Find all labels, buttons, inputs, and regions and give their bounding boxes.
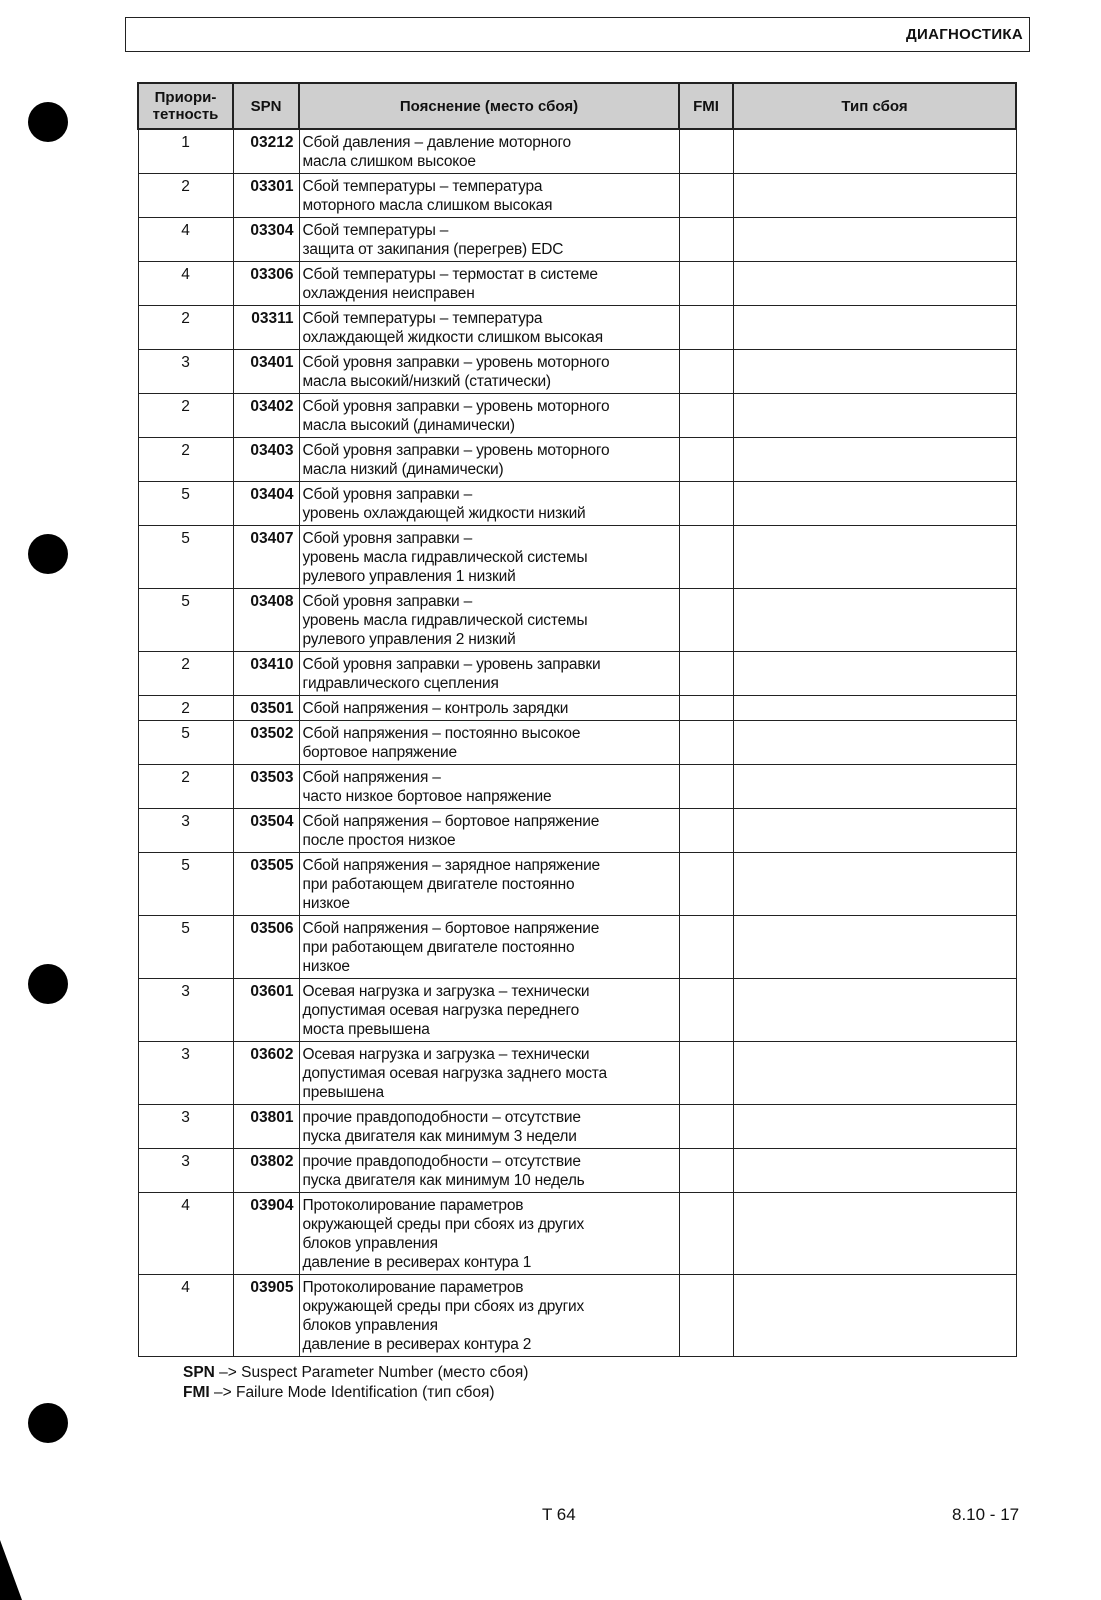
spn-cell: 03301	[233, 174, 299, 218]
table-row	[138, 1149, 1016, 1193]
fmi-cell	[679, 721, 733, 765]
fmi-cell	[679, 438, 733, 482]
priority-cell: 4	[138, 262, 233, 306]
fmi-cell	[679, 765, 733, 809]
priority-cell: 2	[138, 306, 233, 350]
fault-type-cell	[733, 1105, 1016, 1149]
spn-cell: 03408	[233, 589, 299, 652]
table-row	[138, 262, 1016, 306]
priority-cell: 3	[138, 1105, 233, 1149]
spn-cell: 03404	[233, 482, 299, 526]
legend-fmi-abbr: FMI	[183, 1384, 210, 1401]
description-cell: Сбой уровня заправки – уровень заправки гидравлического сцепления	[299, 652, 679, 696]
col-spn: SPN	[233, 83, 299, 129]
fault-type-cell	[733, 262, 1016, 306]
legend-fmi	[183, 1383, 1015, 1403]
fault-type-cell	[733, 979, 1016, 1042]
fault-type-cell	[733, 1042, 1016, 1105]
table-row	[138, 652, 1016, 696]
spn-cell: 03504	[233, 809, 299, 853]
diagnostic-table	[137, 82, 1017, 1357]
table-row	[138, 306, 1016, 350]
description-cell: Сбой уровня заправки – уровень масла гидравлической системы рулевого управления 1 низкий	[299, 526, 679, 589]
description-cell: Сбой температуры – температура охлаждающей жидкости слишком высокая	[299, 306, 679, 350]
fault-type-cell	[733, 482, 1016, 526]
fmi-cell	[679, 589, 733, 652]
fmi-cell	[679, 916, 733, 979]
spn-cell: 03602	[233, 1042, 299, 1105]
table-row	[138, 979, 1016, 1042]
priority-cell: 4	[138, 218, 233, 262]
legend-spn	[183, 1363, 1015, 1383]
fmi-cell	[679, 526, 733, 589]
fault-type-cell	[733, 174, 1016, 218]
description-cell: Сбой давления – давление моторного масла слишком высокое	[299, 129, 679, 174]
table-row	[138, 916, 1016, 979]
spn-cell: 03506	[233, 916, 299, 979]
description-cell: Сбой уровня заправки – уровень моторного масла высокий/низкий (статически)	[299, 350, 679, 394]
description-cell: Сбой температуры – температура моторного масла слишком высокая	[299, 174, 679, 218]
description-cell: прочие правдоподобности – отсутствие пуска двигателя как минимум 10 недель	[299, 1149, 679, 1193]
description-cell: Сбой уровня заправки – уровень моторного масла низкий (динамически)	[299, 438, 679, 482]
fault-type-cell	[733, 916, 1016, 979]
fmi-cell	[679, 1275, 733, 1357]
priority-cell: 2	[138, 765, 233, 809]
spn-cell: 03401	[233, 350, 299, 394]
priority-cell: 2	[138, 652, 233, 696]
col-fmi: FMI	[679, 83, 733, 129]
fault-type-cell	[733, 652, 1016, 696]
page-code: T 64	[542, 1505, 576, 1524]
fault-type-cell	[733, 809, 1016, 853]
priority-cell: 3	[138, 350, 233, 394]
description-cell: Сбой напряжения – бортовое напряжение после простоя низкое	[299, 809, 679, 853]
spn-cell: 03502	[233, 721, 299, 765]
priority-cell: 5	[138, 853, 233, 916]
description-cell: Сбой напряжения – постоянно высокое бортовое напряжение	[299, 721, 679, 765]
priority-cell: 4	[138, 1275, 233, 1357]
fault-type-cell	[733, 721, 1016, 765]
fmi-cell	[679, 350, 733, 394]
description-cell: прочие правдоподобности – отсутствие пуска двигателя как минимум 3 недели	[299, 1105, 679, 1149]
fmi-cell	[679, 394, 733, 438]
binder-hole	[28, 964, 68, 1004]
description-cell: Сбой напряжения – бортовое напряжение при работающем двигателе постоянно низкое	[299, 916, 679, 979]
table-row	[138, 174, 1016, 218]
spn-cell: 03505	[233, 853, 299, 916]
binder-hole	[28, 102, 68, 142]
legend-spn-abbr: SPN	[183, 1364, 215, 1381]
fault-type-cell	[733, 853, 1016, 916]
table-header-row	[138, 83, 1016, 129]
spn-cell: 03311	[233, 306, 299, 350]
legend-fmi-text: –> Failure Mode Identification (тип сбоя)	[209, 1384, 495, 1401]
spn-cell: 03905	[233, 1275, 299, 1357]
fault-type-cell	[733, 526, 1016, 589]
description-cell: Сбой напряжения – контроль зарядки	[299, 696, 679, 721]
priority-cell: 5	[138, 589, 233, 652]
priority-cell: 3	[138, 809, 233, 853]
priority-cell: 3	[138, 1042, 233, 1105]
table-row	[138, 1042, 1016, 1105]
table-row	[138, 394, 1016, 438]
content-flow	[137, 82, 1015, 1403]
description-cell: Осевая нагрузка и загрузка – технически допустимая осевая нагрузка переднего моста превышена	[299, 979, 679, 1042]
spn-cell: 03501	[233, 696, 299, 721]
spn-cell: 03601	[233, 979, 299, 1042]
fmi-cell	[679, 809, 733, 853]
table-row	[138, 809, 1016, 853]
fmi-cell	[679, 262, 733, 306]
table-row	[138, 696, 1016, 721]
spn-cell: 03802	[233, 1149, 299, 1193]
fmi-cell	[679, 1149, 733, 1193]
table-row	[138, 721, 1016, 765]
spn-cell: 03904	[233, 1193, 299, 1275]
spn-cell: 03306	[233, 262, 299, 306]
table-row	[138, 589, 1016, 652]
table-row	[138, 526, 1016, 589]
page-number: 8.10 - 17	[952, 1505, 1020, 1524]
legend-spn-text: –> Suspect Parameter Number (место сбоя)	[214, 1364, 529, 1381]
table-row	[138, 765, 1016, 809]
fault-type-cell	[733, 765, 1016, 809]
col-description: Пояснение (место сбоя)	[299, 83, 679, 129]
fault-type-cell	[733, 350, 1016, 394]
binder-hole	[28, 534, 68, 574]
description-cell: Сбой температуры – защита от закипания (перегрев) EDC	[299, 218, 679, 262]
table-row	[138, 350, 1016, 394]
fmi-cell	[679, 853, 733, 916]
fault-type-cell	[733, 589, 1016, 652]
description-cell: Сбой уровня заправки – уровень охлаждающей жидкости низкий	[299, 482, 679, 526]
table-row	[138, 218, 1016, 262]
scan-corner-mark	[0, 1540, 22, 1600]
priority-cell: 2	[138, 394, 233, 438]
spn-cell: 03402	[233, 394, 299, 438]
description-cell: Протоколирование параметров окружающей среды при сбоях из других блоков управления давление в ресиверах контура 2	[299, 1275, 679, 1357]
priority-cell: 4	[138, 1193, 233, 1275]
priority-cell: 2	[138, 438, 233, 482]
col-priority: Приори- тетность	[138, 83, 233, 129]
fmi-cell	[679, 696, 733, 721]
description-cell: Сбой температуры – термостат в системе охлаждения неисправен	[299, 262, 679, 306]
table-row	[138, 1275, 1016, 1357]
fault-type-cell	[733, 218, 1016, 262]
fmi-cell	[679, 174, 733, 218]
priority-cell: 5	[138, 482, 233, 526]
description-cell: Сбой напряжения – зарядное напряжение при работающем двигателе постоянно низкое	[299, 853, 679, 916]
fmi-cell	[679, 482, 733, 526]
table-row	[138, 438, 1016, 482]
fault-type-cell	[733, 129, 1016, 174]
fault-type-cell	[733, 438, 1016, 482]
section-header	[125, 17, 1030, 52]
table-row	[138, 482, 1016, 526]
fmi-cell	[679, 1105, 733, 1149]
priority-cell: 5	[138, 526, 233, 589]
fmi-cell	[679, 652, 733, 696]
legend	[183, 1363, 1015, 1403]
spn-cell: 03403	[233, 438, 299, 482]
fmi-cell	[679, 979, 733, 1042]
spn-cell: 03801	[233, 1105, 299, 1149]
fmi-cell	[679, 129, 733, 174]
fmi-cell	[679, 218, 733, 262]
table-row	[138, 1105, 1016, 1149]
priority-cell: 5	[138, 721, 233, 765]
fmi-cell	[679, 306, 733, 350]
description-cell: Осевая нагрузка и загрузка – технически допустимая осевая нагрузка заднего моста превышена	[299, 1042, 679, 1105]
spn-cell: 03407	[233, 526, 299, 589]
spn-cell: 03212	[233, 129, 299, 174]
priority-cell: 2	[138, 174, 233, 218]
fault-type-cell	[733, 1193, 1016, 1275]
col-fault-type: Тип сбоя	[733, 83, 1016, 129]
table-row	[138, 1193, 1016, 1275]
fault-type-cell	[733, 696, 1016, 721]
table-row	[138, 853, 1016, 916]
description-cell: Протоколирование параметров окружающей среды при сбоях из других блоков управления давление в ресиверах контура 1	[299, 1193, 679, 1275]
binder-hole	[28, 1403, 68, 1443]
description-cell: Сбой напряжения – часто низкое бортовое напряжение	[299, 765, 679, 809]
table-row	[138, 129, 1016, 174]
fmi-cell	[679, 1042, 733, 1105]
priority-cell: 1	[138, 129, 233, 174]
fault-type-cell	[733, 1275, 1016, 1357]
fault-type-cell	[733, 1149, 1016, 1193]
spn-cell: 03304	[233, 218, 299, 262]
fault-type-cell	[733, 394, 1016, 438]
section-title: ДИАГНОСТИКА	[906, 26, 1023, 43]
spn-cell: 03410	[233, 652, 299, 696]
fault-type-cell	[733, 306, 1016, 350]
priority-cell: 5	[138, 916, 233, 979]
description-cell: Сбой уровня заправки – уровень масла гидравлической системы рулевого управления 2 низкий	[299, 589, 679, 652]
fmi-cell	[679, 1193, 733, 1275]
spn-cell: 03503	[233, 765, 299, 809]
priority-cell: 3	[138, 979, 233, 1042]
description-cell: Сбой уровня заправки – уровень моторного масла высокий (динамически)	[299, 394, 679, 438]
priority-cell: 3	[138, 1149, 233, 1193]
priority-cell: 2	[138, 696, 233, 721]
